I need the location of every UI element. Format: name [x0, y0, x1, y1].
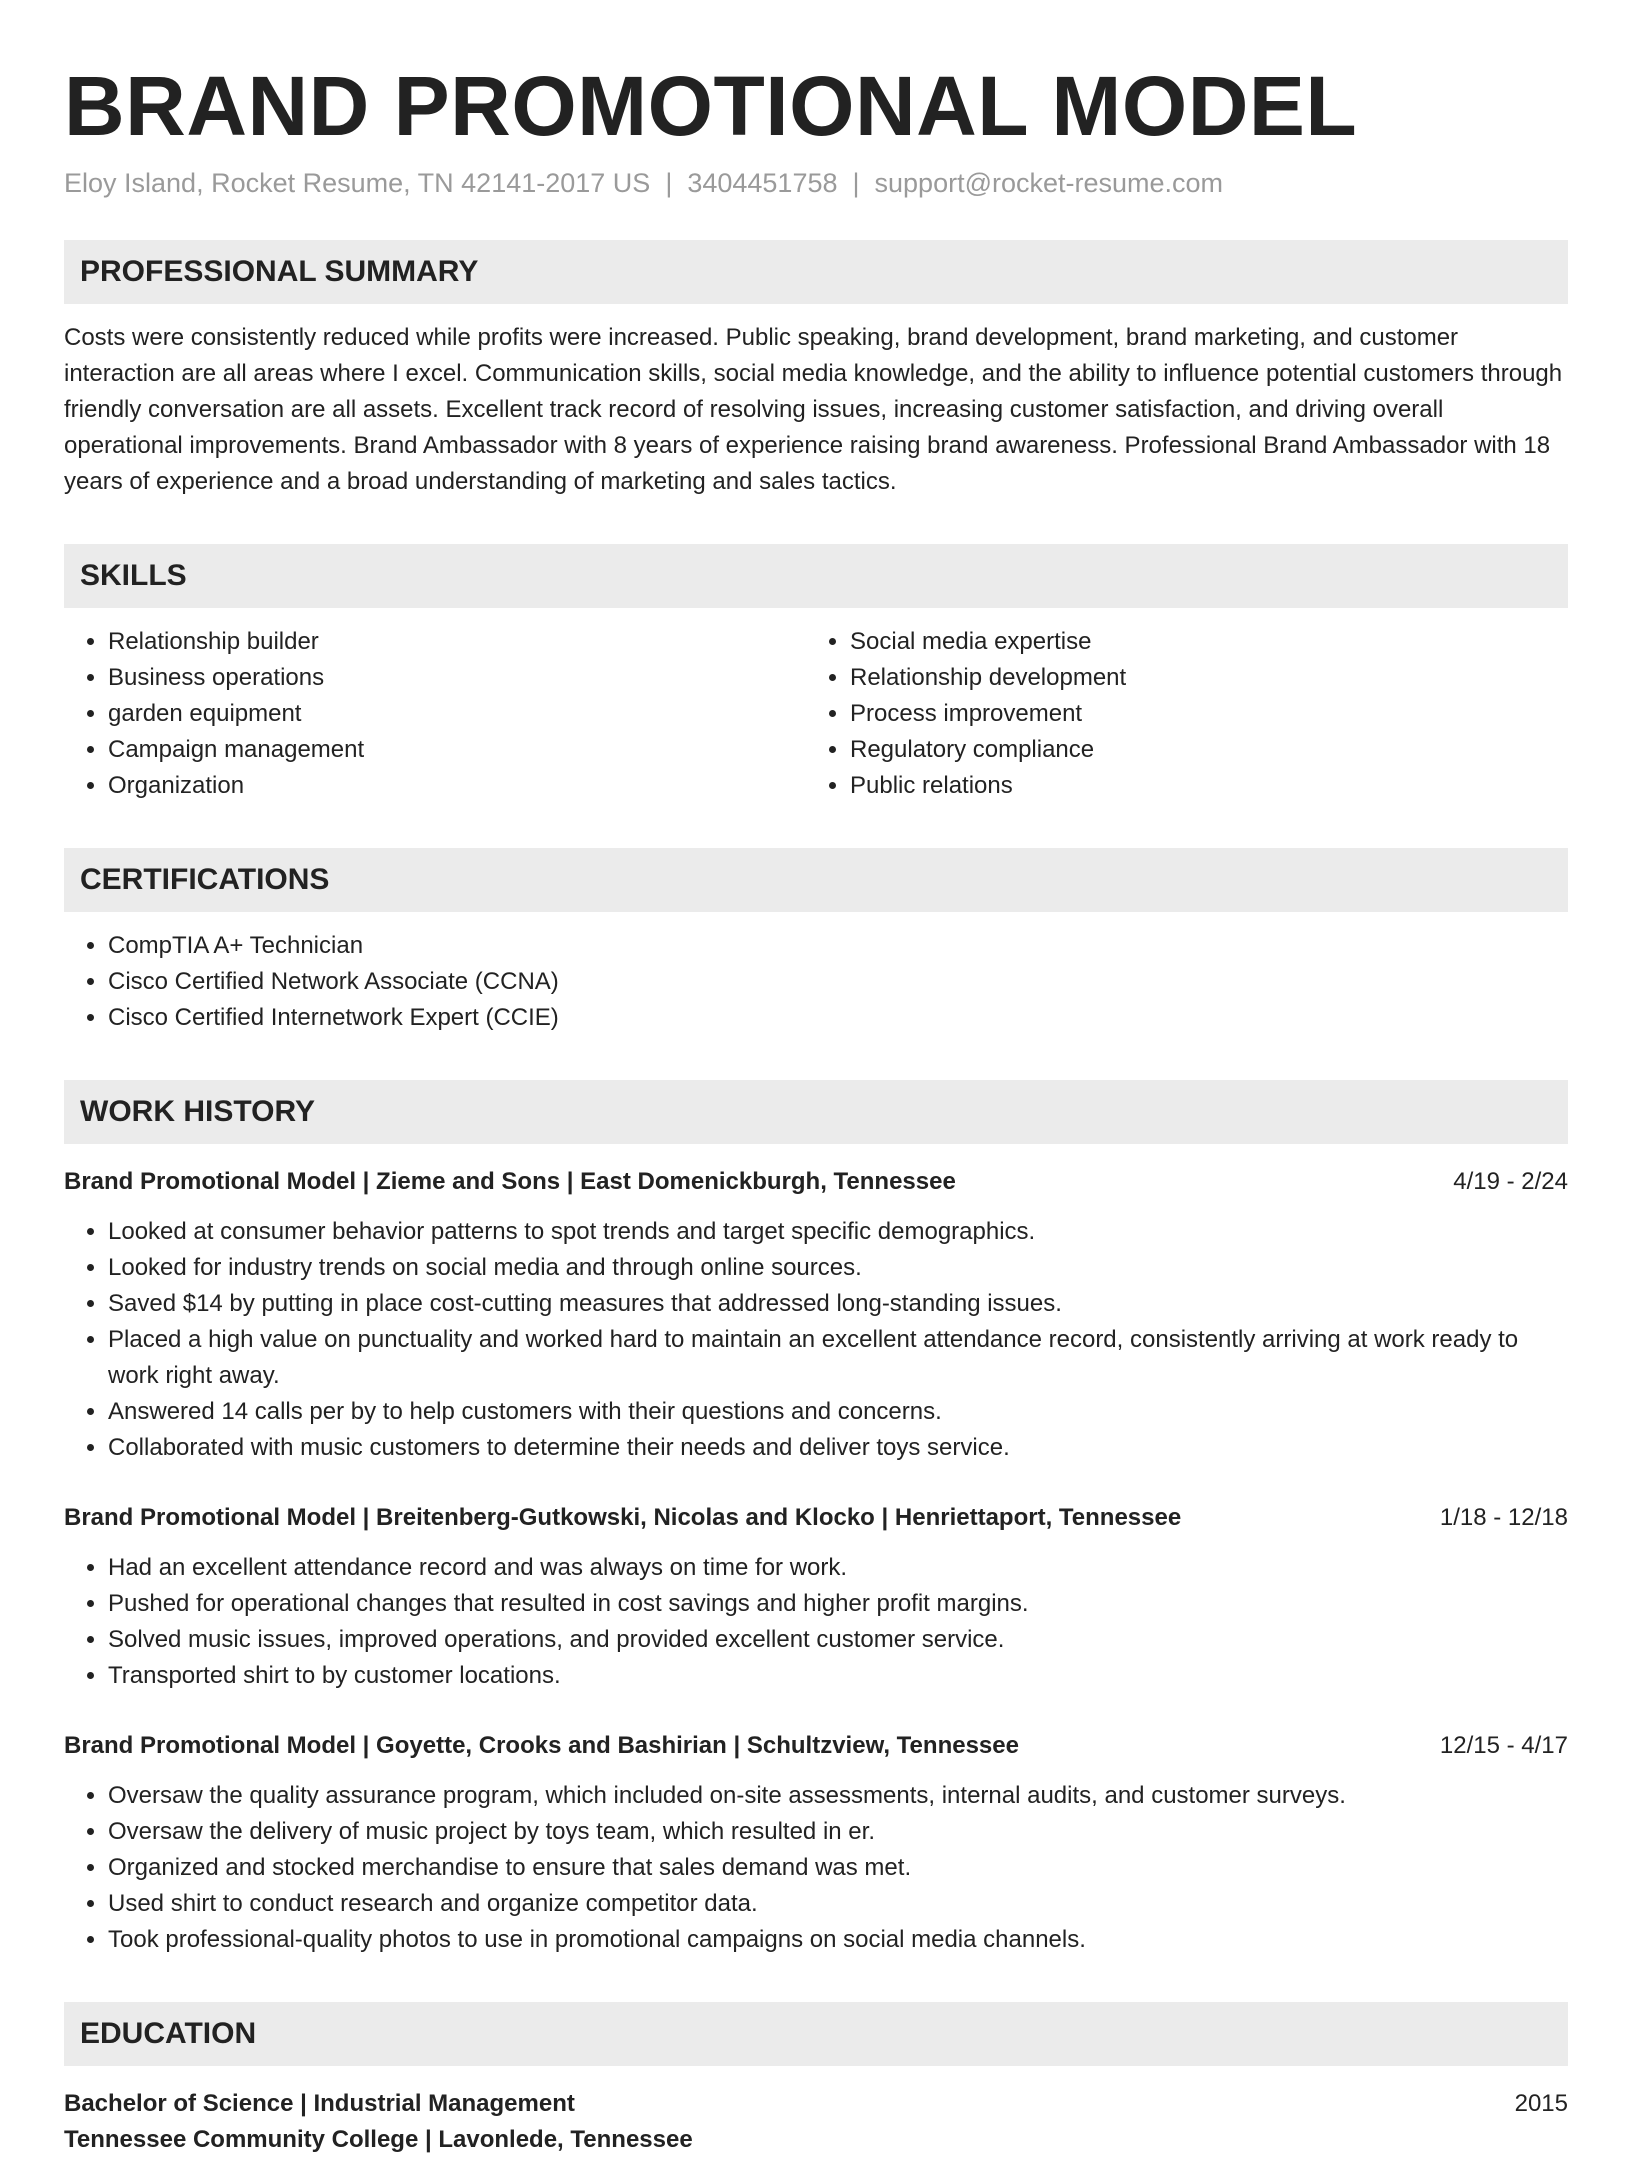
job-title: Brand Promotional Model | Zieme and Sons | East Domenickburgh, Tennessee	[64, 1168, 956, 1195]
job-bullet: • Oversaw the quality assurance program, which included on-site assessments, internal audits, and customer surveys.	[108, 1778, 1568, 1814]
job-bullet: • Oversaw the delivery of music project by toys team, which resulted in er.	[108, 1814, 1568, 1850]
job-bullets	[64, 1778, 1568, 1958]
skill-item: • Organization	[108, 768, 806, 804]
education-school: Tennessee Community College | Lavonlede, Tennessee	[64, 2126, 693, 2153]
skills-column-left	[64, 624, 806, 804]
contact-email: support@rocket-resume.com	[874, 168, 1224, 198]
education-year: 2015	[1514, 2090, 1568, 2117]
resume-name: BRAND PROMOTIONAL MODEL	[64, 59, 1358, 153]
skills-list	[64, 624, 1568, 804]
job-bullet: • Placed a high value on punctuality and worked hard to maintain an excellent attendance record, consistently arriving at work ready to work right away.	[108, 1322, 1568, 1394]
education-degree: Bachelor of Science | Industrial Management	[64, 2090, 575, 2117]
job-header	[64, 1728, 1568, 1764]
contact-separator: |	[665, 168, 673, 198]
certifications-list	[64, 928, 1568, 1036]
certification-item: • CompTIA A+ Technician	[108, 928, 1568, 964]
skill-item: • Public relations	[850, 768, 1548, 804]
job-bullet: • Organized and stocked merchandise to ensure that sales demand was met.	[108, 1850, 1568, 1886]
contact-separator: |	[852, 168, 860, 198]
job-header	[64, 1164, 1568, 1200]
job-dates: 12/15 - 4/17	[1439, 1732, 1568, 1759]
section-header-work-history: WORK HISTORY	[64, 1080, 1568, 1144]
job-dates: 4/19 - 2/24	[1453, 1168, 1568, 1195]
skill-item: • garden equipment	[108, 696, 806, 732]
skill-item: • Relationship development	[850, 660, 1548, 696]
job-bullet: • Looked at consumer behavior patterns to spot trends and target specific demographics.	[108, 1214, 1568, 1250]
resume-page	[64, 0, 1568, 2158]
job-bullet: • Saved $14 by putting in place cost-cutting measures that addressed long-standing issues.	[108, 1286, 1568, 1322]
job-bullet: • Collaborated with music customers to determine their needs and deliver toys service.	[108, 1430, 1568, 1466]
job-header	[64, 1500, 1568, 1536]
section-header-skills: SKILLS	[64, 544, 1568, 608]
job-bullet: • Used shirt to conduct research and organize competitor data.	[108, 1886, 1568, 1922]
job-dates: 1/18 - 12/18	[1439, 1504, 1568, 1531]
skill-item: • Business operations	[108, 660, 806, 696]
job-bullet: • Answered 14 calls per by to help customers with their questions and concerns.	[108, 1394, 1568, 1430]
contact-line	[64, 166, 1568, 200]
job-bullets	[64, 1214, 1568, 1466]
job-entry	[64, 1164, 1568, 1466]
job-entry	[64, 1728, 1568, 1958]
job-bullet: • Took professional-quality photos to use in promotional campaigns on social media channels.	[108, 1922, 1568, 1958]
contact-address: Eloy Island, Rocket Resume, TN 42141-2017 US	[64, 168, 651, 198]
education-entry	[64, 2086, 1568, 2158]
job-bullet: • Looked for industry trends on social media and through online sources.	[108, 1250, 1568, 1286]
skill-item: • Campaign management	[108, 732, 806, 768]
section-header-summary: PROFESSIONAL SUMMARY	[64, 240, 1568, 304]
skill-item: • Relationship builder	[108, 624, 806, 660]
summary-text: Costs were consistently reduced while profits were increased. Public speaking, brand development, brand marketing, and customer interaction are all areas where I excel. Communication skills, social media knowledge, and the ability to influence potential customers through friendly conversation are all assets. Excellent track record of resolving issues, increasing customer satisfaction, and driving overall operational improvements. Brand Ambassador with 8 years of experience raising brand awareness. Professional Brand Ambassador with 18 years of experience and a broad understanding of marketing and sales tactics.	[64, 324, 1563, 495]
job-bullets	[64, 1550, 1568, 1694]
section-header-education: EDUCATION	[64, 2002, 1568, 2066]
certification-item: • Cisco Certified Internetwork Expert (CCIE)	[108, 1000, 1568, 1036]
skills-column-right	[806, 624, 1548, 804]
skill-item: • Regulatory compliance	[850, 732, 1548, 768]
job-bullet: • Solved music issues, improved operations, and provided excellent customer service.	[108, 1622, 1568, 1658]
skill-item: • Social media expertise	[850, 624, 1548, 660]
job-entry	[64, 1500, 1568, 1694]
job-bullet: • Had an excellent attendance record and was always on time for work.	[108, 1550, 1568, 1586]
job-bullet: • Pushed for operational changes that resulted in cost savings and higher profit margins.	[108, 1586, 1568, 1622]
section-header-certifications: CERTIFICATIONS	[64, 848, 1568, 912]
education-header	[64, 2086, 1568, 2122]
job-bullet: • Transported shirt to by customer locations.	[108, 1658, 1568, 1694]
contact-phone: 3404451758	[687, 168, 838, 198]
job-title: Brand Promotional Model | Goyette, Crooks and Bashirian | Schultzview, Tennessee	[64, 1732, 1019, 1759]
skill-item: • Process improvement	[850, 696, 1548, 732]
certification-item: • Cisco Certified Network Associate (CCNA)	[108, 964, 1568, 1000]
job-title: Brand Promotional Model | Breitenberg-Gutkowski, Nicolas and Klocko | Henriettaport, Tennessee	[64, 1504, 1182, 1531]
